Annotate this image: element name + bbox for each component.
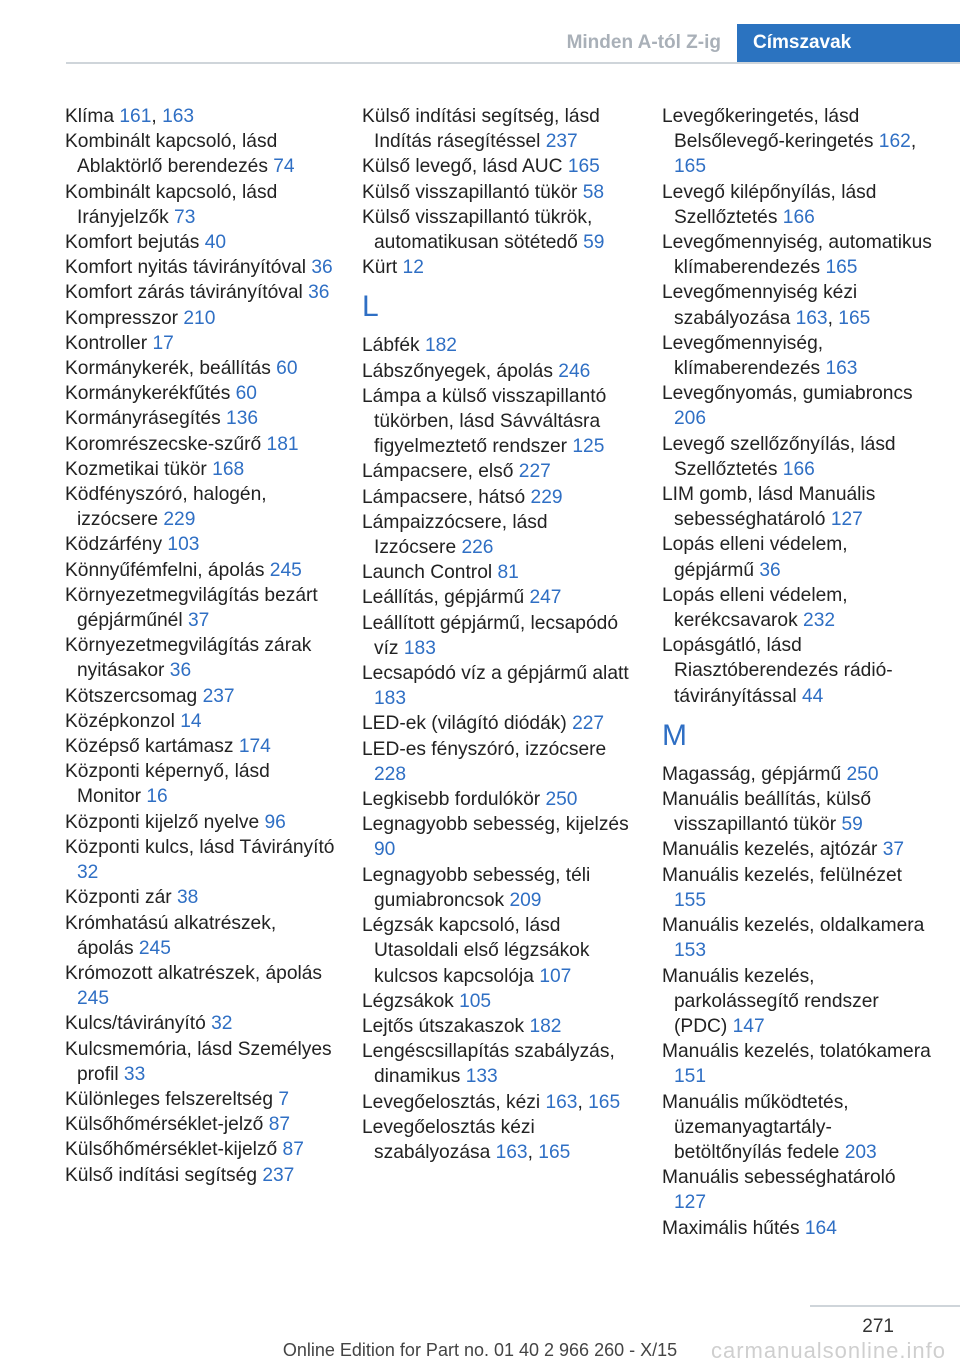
index-term: Kulcs/távirányító — [65, 1013, 212, 1035]
index-entry — [65, 331, 335, 356]
index-term: Külső indítási segítség — [65, 1164, 263, 1186]
index-entry — [65, 356, 335, 381]
page-separator: , — [151, 106, 163, 127]
index-term: Külsőhőmérséklet-jelző — [65, 1114, 269, 1136]
index-entry — [362, 485, 632, 510]
watermark: carmanualsonline.info — [710, 1338, 946, 1363]
index-entry — [362, 913, 632, 989]
page-link[interactable]: 40 — [204, 232, 227, 254]
index-term: Kürt — [362, 257, 403, 279]
index-term: Lecsapódó víz a gépjármű alatt — [362, 663, 629, 685]
index-entry — [65, 558, 335, 583]
page-link[interactable]: 250 — [545, 789, 578, 811]
page-link[interactable]: 165 — [538, 1141, 571, 1163]
index-term: Lengéscsillapítás szabályzás, dinamikus — [362, 1041, 615, 1088]
page-link[interactable]: 166 — [782, 206, 815, 228]
index-term: Manuális kezelés, tolatókamera — [662, 1041, 931, 1063]
index-term: Külső indítási segítség, lásd Indítás rásegítéssel — [362, 106, 600, 153]
page-link[interactable]: 127 — [674, 1192, 707, 1214]
index-entry — [362, 560, 632, 585]
index-term: LIM gomb, lásd Manuális sebességhatároló — [662, 484, 876, 531]
index-entry — [362, 711, 632, 736]
page-link[interactable]: 103 — [167, 534, 200, 556]
index-entry — [662, 331, 932, 381]
index-term: Kompresszor — [65, 307, 184, 329]
index-column-1 — [65, 104, 335, 1188]
page-link[interactable]: 163 — [795, 307, 828, 329]
index-term: Levegőmennyiség, klímaberendezés — [662, 332, 826, 380]
section-letter-m: M — [662, 718, 687, 752]
index-entry — [65, 1137, 335, 1162]
index-term: Kötszercsomag — [65, 685, 203, 707]
index-entry — [65, 1163, 335, 1188]
index-entry — [662, 104, 932, 180]
page-link[interactable]: 14 — [180, 710, 202, 732]
index-entry — [65, 583, 335, 633]
index-entry — [65, 457, 335, 482]
page-link[interactable]: 59 — [583, 232, 605, 254]
page-link[interactable]: 107 — [539, 965, 572, 987]
page-link[interactable]: 237 — [262, 1164, 295, 1186]
page-link[interactable]: 151 — [674, 1066, 707, 1088]
index-term: Külső visszapillantó tükör — [362, 181, 583, 203]
index-term: Középső kartámasz — [65, 736, 239, 758]
index-term: Központi zár — [65, 887, 177, 909]
page-link[interactable]: 165 — [588, 1091, 621, 1113]
index-term: Kombinált kapcsoló, lásd Irányjelzők — [65, 181, 278, 228]
page-link[interactable]: 155 — [674, 889, 707, 911]
index-term: Levegőelosztás kézi szabályozása — [362, 1116, 535, 1163]
index-term: Kormánykerékfűtés — [65, 383, 236, 405]
index-term: Legnagyobb sebesség, téli gumiabroncsok — [362, 864, 591, 911]
index-term: Krómhatású alkatrészek, ápolás — [65, 912, 277, 959]
index-term: Levegőelosztás, kézi — [362, 1091, 546, 1113]
page-link[interactable]: 165 — [838, 307, 871, 329]
index-term: Kontroller — [65, 332, 153, 354]
page-link[interactable]: 229 — [163, 509, 196, 531]
page-link[interactable]: 163 — [545, 1091, 578, 1113]
index-entry — [65, 406, 335, 431]
page-link[interactable]: 136 — [226, 408, 259, 430]
page-link[interactable]: 246 — [558, 360, 591, 382]
page-header — [0, 24, 960, 62]
page-link[interactable]: 147 — [732, 1015, 765, 1037]
page-link[interactable]: 237 — [202, 685, 235, 707]
page-link[interactable]: 182 — [424, 335, 457, 357]
index-term: Ködzárfény — [65, 534, 168, 556]
page-link[interactable]: 73 — [174, 206, 196, 228]
page-link[interactable]: 226 — [461, 537, 494, 559]
index-entry — [65, 532, 335, 557]
page-link[interactable]: 32 — [77, 862, 99, 884]
index-term: Lopás elleni védelem, kerékcsavarok — [662, 584, 848, 632]
index-entry — [662, 432, 932, 482]
index-term: Lámpacsere, első — [362, 461, 519, 483]
index-entry — [662, 230, 932, 280]
index-term: Klíma — [65, 106, 120, 127]
page-link[interactable]: 125 — [572, 436, 605, 458]
header-section-title: Minden A-tól Z-ig — [566, 32, 721, 53]
index-term: Manuális kezelés, felülnézet — [662, 864, 902, 886]
page-link[interactable]: 174 — [238, 736, 271, 758]
page-link[interactable]: 183 — [403, 637, 436, 659]
page-link[interactable]: 229 — [530, 486, 563, 508]
page-link[interactable]: 32 — [211, 1013, 233, 1035]
index-entry — [662, 762, 932, 787]
index-term: Lopásgátló, lásd Riasztóberendezés rádió-távirányítással — [662, 635, 893, 707]
index-term: Külső visszapillantó tükrök, automatikusan sötétedő — [362, 206, 593, 254]
index-entry — [362, 180, 632, 205]
index-entry — [662, 837, 932, 862]
page-link[interactable]: 81 — [497, 562, 519, 584]
index-entry — [65, 835, 335, 885]
page-separator: , — [527, 1141, 539, 1163]
index-term: Ködfényszóró, halogén, izzócsere — [65, 484, 267, 531]
page-link[interactable]: 245 — [138, 937, 171, 959]
index-term: Kulcsmemória, lásd Személyes profil — [65, 1038, 332, 1085]
page-link[interactable]: 163 — [495, 1141, 528, 1163]
page-separator: , — [827, 307, 839, 329]
index-column-3 — [662, 104, 932, 1241]
index-entry — [662, 1039, 932, 1089]
index-term: Központi kulcs, lásd Távirányító — [65, 836, 335, 858]
page-link[interactable]: 245 — [77, 988, 110, 1010]
index-entry — [65, 1037, 335, 1087]
index-entry — [65, 306, 335, 331]
page-link[interactable]: 250 — [846, 763, 879, 785]
page-link[interactable]: 87 — [282, 1139, 304, 1161]
index-term: Kombinált kapcsoló, lásd Ablaktörlő berendezés — [65, 131, 278, 178]
index-entry — [362, 205, 632, 255]
page-link[interactable]: 183 — [374, 688, 407, 710]
page-link[interactable]: 181 — [266, 433, 299, 455]
index-entry — [362, 1039, 632, 1089]
index-term: Lopás elleni védelem, gépjármű — [662, 534, 848, 581]
index-term: Környezetmegvilágítás zárak nyitásakor — [65, 635, 312, 682]
index-entry — [362, 989, 632, 1014]
page-link[interactable]: 59 — [841, 814, 863, 836]
index-entry — [65, 432, 335, 457]
index-term: Légzsákok — [362, 990, 460, 1012]
index-entry — [662, 180, 932, 230]
index-entry — [662, 913, 932, 963]
page-link[interactable]: 12 — [402, 257, 424, 279]
index-term: Kormánykerék, beállítás — [65, 358, 277, 380]
index-term: Magasság, gépjármű — [662, 763, 847, 785]
page-link[interactable]: 245 — [269, 559, 302, 581]
page-link[interactable]: 37 — [882, 839, 905, 861]
index-term: Leállítás, gépjármű — [362, 587, 530, 609]
index-entry — [362, 812, 632, 862]
index-entry — [65, 180, 335, 230]
page-link[interactable]: 165 — [567, 156, 600, 178]
index-term: Környezetmegvilágítás bezárt gépjárműnél — [65, 584, 318, 632]
index-term: Könnyűfémfelni, ápolás — [65, 559, 270, 581]
page-link[interactable]: 228 — [374, 763, 407, 785]
index-entry — [65, 1112, 335, 1137]
page-separator: , — [910, 131, 917, 153]
index-term: Lámpa a külső visszapillantó tükörben, lásd Sávváltásra figyelmeztető rendszer — [362, 385, 607, 458]
page-link[interactable]: 163 — [825, 358, 858, 380]
index-term: Különleges felszereltség — [65, 1088, 279, 1110]
index-term: Krómozott alkatrészek, ápolás — [65, 962, 323, 984]
page-link[interactable]: 206 — [674, 408, 707, 430]
index-term: Levegő kilépőnyílás, lásd Szellőztetés — [662, 181, 877, 228]
index-entry — [662, 381, 932, 431]
page-link[interactable]: 165 — [674, 156, 707, 178]
index-entry — [362, 459, 632, 484]
index-term: Lámpacsere, hátsó — [362, 486, 531, 508]
page-link[interactable]: 38 — [177, 887, 199, 909]
index-term: Leállított gépjármű, lecsapódó víz — [362, 612, 618, 659]
index-term: Középkonzol — [65, 710, 181, 732]
page-link[interactable]: 237 — [545, 131, 578, 153]
index-entry — [65, 734, 335, 759]
page-link[interactable]: 74 — [273, 156, 295, 178]
index-term: Manuális kezelés, parkolássegítő rendszer (PDC) — [662, 965, 879, 1037]
index-entry — [362, 384, 632, 460]
index-entry — [362, 1014, 632, 1039]
index-column-2 — [362, 104, 632, 1165]
index-entry — [65, 280, 335, 305]
page-separator: , — [577, 1091, 589, 1113]
page-link[interactable]: 165 — [825, 257, 858, 279]
index-entry — [65, 255, 335, 280]
page-link[interactable]: 58 — [582, 181, 605, 203]
index-term: Lábfék — [362, 335, 425, 357]
index-term: Komfort nyitás távirányítóval — [65, 257, 312, 279]
index-entry — [65, 684, 335, 709]
page-link[interactable]: 36 — [308, 282, 330, 304]
index-term: Legkisebb fordulókör — [362, 789, 546, 811]
index-term: Manuális kezelés, ajtózár — [662, 839, 883, 861]
index-entry — [65, 709, 335, 734]
index-entry — [662, 633, 932, 709]
index-term: Manuális működtetés, üzemanyagtartály-betöltőnyílás fedele — [662, 1091, 849, 1163]
index-entry — [65, 759, 335, 809]
index-term: LED-es fényszóró, izzócsere — [362, 738, 607, 760]
index-term: Koromrészecske-szűrő — [65, 433, 267, 455]
page-link[interactable]: 96 — [264, 811, 286, 833]
page-link[interactable]: 227 — [572, 713, 605, 735]
page-link[interactable]: 164 — [804, 1217, 837, 1239]
index-entry — [362, 661, 632, 711]
page-link[interactable]: 36 — [169, 660, 192, 682]
index-entry — [65, 911, 335, 961]
page-link[interactable]: 17 — [152, 332, 174, 354]
index-term: Manuális sebességhatároló — [662, 1167, 896, 1189]
index-term: Levegőmennyiség kézi szabályozása — [662, 282, 858, 329]
page-link[interactable]: 37 — [187, 610, 210, 632]
page-link[interactable]: 105 — [459, 990, 492, 1012]
page-link[interactable]: 163 — [162, 106, 195, 127]
index-term: Maximális hűtés — [662, 1217, 805, 1239]
index-entry — [362, 359, 632, 384]
index-entry — [362, 1115, 632, 1165]
page-link[interactable]: 36 — [311, 257, 333, 279]
index-term: Levegőkeringetés, lásd Belsőlevegő-keringetés — [662, 106, 879, 153]
index-term: Levegőmennyiség, automatikus klímaberendezés — [662, 232, 932, 279]
page-link[interactable]: 87 — [268, 1114, 291, 1136]
index-entry — [65, 961, 335, 1011]
index-term: Külső levegő, lásd AUC — [362, 156, 568, 178]
index-entry — [65, 633, 335, 683]
index-term: Levegőnyomás, gumiabroncs — [662, 383, 913, 405]
index-term: Lámpaizzócsere, lásd Izzócsere — [362, 511, 548, 559]
index-entry — [662, 280, 932, 330]
page-link[interactable]: 166 — [782, 458, 815, 480]
index-term: Manuális beállítás, külső visszapillantó tükör — [662, 789, 872, 836]
index-entry — [65, 230, 335, 255]
index-term: Lejtős útszakaszok — [362, 1015, 530, 1037]
page-link[interactable]: 90 — [374, 839, 396, 861]
page-link[interactable]: 36 — [759, 559, 781, 581]
page-link[interactable]: 60 — [276, 358, 298, 380]
index-entry — [662, 787, 932, 837]
index-entry — [65, 104, 335, 129]
page-link[interactable]: 168 — [212, 458, 245, 480]
page-link[interactable]: 210 — [183, 307, 216, 329]
page-link[interactable]: 227 — [518, 461, 551, 483]
index-entry — [662, 863, 932, 913]
index-term: Komfort zárás távirányítóval — [65, 282, 309, 304]
page-link[interactable]: 182 — [529, 1015, 562, 1037]
index-entry — [362, 104, 632, 154]
page-link[interactable]: 162 — [878, 131, 911, 153]
index-term: Központi kijelző nyelve — [65, 811, 265, 833]
page-link[interactable]: 133 — [465, 1066, 498, 1088]
index-entry — [362, 154, 632, 179]
index-entry — [662, 482, 932, 532]
index-entry — [65, 482, 335, 532]
index-entry — [362, 1090, 632, 1115]
edition-footer: Online Edition for Part no. 01 40 2 966 260 - X/15 — [282, 1340, 678, 1360]
page-link[interactable]: 44 — [801, 685, 824, 707]
index-entry — [65, 1011, 335, 1036]
index-term: Levegő szellőzőnyílás, lásd Szellőztetés — [662, 433, 896, 480]
index-term: Komfort bejutás — [65, 232, 205, 254]
index-entry — [662, 583, 932, 633]
index-term: Manuális kezelés, oldalkamera — [662, 915, 925, 937]
index-term: Külsőhőmérséklet-kijelző — [65, 1139, 283, 1161]
page-link[interactable]: 60 — [235, 383, 257, 405]
header-divider — [66, 62, 960, 64]
index-entry — [362, 333, 632, 358]
index-entry — [65, 129, 335, 179]
index-entry — [662, 1165, 932, 1215]
index-entry — [65, 885, 335, 910]
index-term: Központi képernyő, lásd Monitor — [65, 761, 270, 808]
index-entry — [362, 863, 632, 913]
page-link[interactable]: 209 — [509, 889, 542, 911]
header-tab-cimszavak[interactable]: Címszavak — [737, 24, 960, 62]
index-entry — [362, 787, 632, 812]
index-entry — [362, 255, 632, 280]
page-number: 271 — [862, 1316, 894, 1337]
index-entry — [65, 381, 335, 406]
index-entry — [65, 810, 335, 835]
index-entry — [662, 1216, 932, 1241]
page-link[interactable]: 33 — [123, 1063, 146, 1085]
index-term: Launch Control — [362, 562, 498, 584]
index-entry — [662, 964, 932, 1040]
index-entry — [362, 611, 632, 661]
index-entry — [662, 1090, 932, 1166]
page-link[interactable]: 153 — [674, 940, 707, 962]
index-term: Legnagyobb sebesség, kijelzés — [362, 814, 629, 836]
page-link[interactable]: 232 — [803, 610, 836, 632]
index-term: Légzsák kapcsoló, lásd Utasoldali első légzsákok kulcsos kapcsolója — [362, 915, 590, 987]
index-entry — [362, 585, 632, 610]
index-entry — [362, 737, 632, 787]
index-term: Lábszőnyegek, ápolás — [362, 360, 559, 382]
page-link[interactable]: 16 — [146, 786, 168, 808]
page-link[interactable]: 247 — [529, 587, 562, 609]
index-entry — [362, 510, 632, 560]
index-term: LED-ek (világító diódák) — [362, 713, 573, 735]
footer-divider — [810, 1305, 960, 1307]
index-term: Kormányrásegítés — [65, 408, 227, 430]
section-letter-l: L — [362, 290, 379, 324]
index-entry — [662, 532, 932, 582]
page-link[interactable]: 127 — [830, 509, 863, 531]
page-link[interactable]: 203 — [844, 1141, 877, 1163]
index-term: Kozmetikai tükör — [65, 458, 213, 480]
index-entry — [65, 1087, 335, 1112]
page-link[interactable]: 161 — [119, 106, 152, 127]
page-link[interactable]: 7 — [278, 1088, 289, 1110]
